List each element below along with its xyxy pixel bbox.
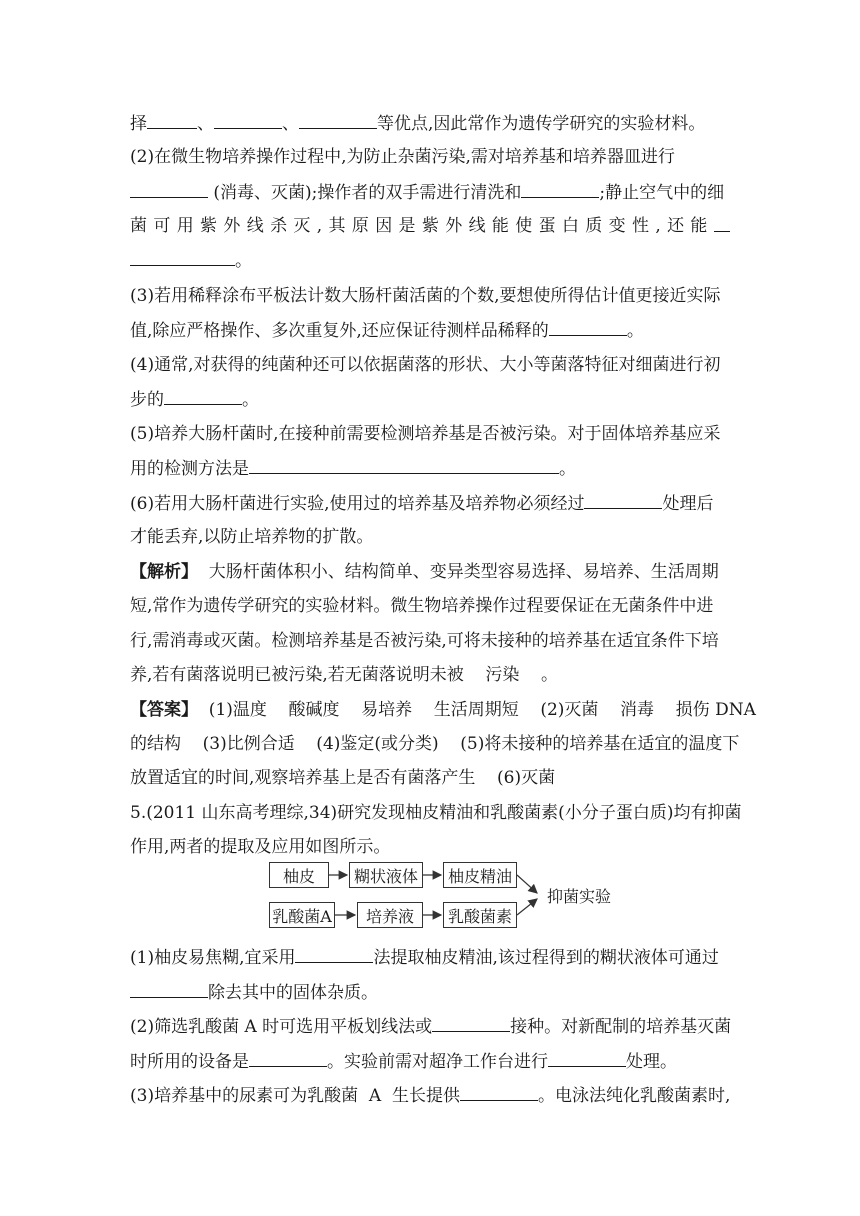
text-line <box>130 355 720 375</box>
answer-blank <box>714 216 730 232</box>
flow-diagram <box>265 855 635 933</box>
answer-blank <box>460 1085 538 1101</box>
text-line <box>130 665 558 685</box>
text-run: 步的 <box>130 390 164 410</box>
text-line <box>130 389 259 410</box>
text-run: 行,需消毒或灭菌。检测培养基是否被污染,可将未接种的培养基在适宜条件下培 <box>130 631 719 651</box>
text-run: 。电泳法纯化乳酸菌素时, <box>537 1086 731 1106</box>
text-char: 能 <box>690 216 708 236</box>
text-run: (2)筛选乳酸菌 A 时可选用平板划线法或 <box>130 1017 433 1037</box>
text-run: 短,常作为遗传学研究的实验材料。微生物培养操作过程要保证在无菌条件中进 <box>130 596 714 616</box>
section-label: 【答案】 <box>130 700 198 720</box>
text-run: (4)通常,对获得的纯菌种还可以依据菌落的形状、大小等菌落特征对细菌进行初 <box>130 355 721 375</box>
text-char: 紫 <box>200 216 218 236</box>
text-run: 用的检测方法是 <box>130 459 249 479</box>
text-char: 外 <box>445 216 463 236</box>
answer-blank <box>130 982 208 998</box>
text-run: (1)柚皮易焦糊,宜采用 <box>130 948 296 968</box>
answer-blank <box>548 1051 626 1067</box>
text-char: 线 <box>468 216 486 236</box>
text-line <box>130 1085 730 1106</box>
answer-blank <box>214 113 282 129</box>
answer-blank <box>130 250 235 266</box>
box-youpi-jingyou: 柚皮精油 <box>443 862 517 888</box>
text-char: 灭 <box>293 216 311 236</box>
text-line <box>130 182 724 203</box>
text-char: 还 <box>667 216 685 236</box>
text-run: 接种。对新配制的培养基灭菌 <box>510 1017 732 1037</box>
text-run: (消毒、灭菌);操作者的双手需进行清洗和 <box>208 183 522 203</box>
text-run: 的结构 (3)比例合适 (4)鉴定(或分类) (5)将未接种的培养基在适宜的温度下 <box>130 734 740 754</box>
text-run: (6)若用大肠杆菌进行实验,使用过的培养基及培养物必须经过 <box>130 494 585 514</box>
text-run: 等优点,因此常作为遗传学研究的实验材料。 <box>377 114 706 134</box>
text-line <box>130 837 390 857</box>
text-char: 质 <box>585 216 603 236</box>
text-line <box>130 803 741 823</box>
text-char: 使 <box>515 216 533 236</box>
text-run: (5)培养大肠杆菌时,在接种前需要检测培养基是否被污染。对于固体培养基应采 <box>130 424 721 444</box>
text-run: 、 <box>282 114 299 134</box>
text-line <box>130 596 713 616</box>
text-line <box>130 320 644 341</box>
text-line <box>130 734 739 754</box>
text-line <box>130 216 730 236</box>
text-line <box>130 700 756 720</box>
text-line <box>130 768 555 788</box>
box-rusuanjunsu: 乳酸菌素 <box>443 902 517 928</box>
text-line <box>130 527 373 547</box>
text-char: 性 <box>631 216 649 236</box>
answer-blank <box>249 458 559 474</box>
section-label: 【解析】 <box>130 562 198 582</box>
text-run: (1)温度 酸碱度 易培养 生活周期短 (2)灭菌 消毒 损伤 DNA <box>198 700 756 720</box>
text-char: 杀 <box>270 216 288 236</box>
text-run: 法提取柚皮精油,该过程得到的糊状液体可通过 <box>373 948 719 968</box>
text-char: , <box>655 216 661 236</box>
answer-blank <box>521 182 599 198</box>
text-char: 能 <box>491 216 509 236</box>
text-char: 菌 <box>130 216 147 236</box>
text-run: 处理后 <box>662 494 714 514</box>
text-run: 。 <box>559 459 576 479</box>
text-char: 线 <box>246 216 264 236</box>
text-line <box>130 493 713 514</box>
text-line <box>130 424 720 444</box>
text-char: 蛋 <box>538 216 556 236</box>
text-char: 因 <box>375 216 393 236</box>
text-char: , <box>316 216 323 236</box>
text-run: (2)在微生物培养操作过程中,为防止杂菌污染,需对培养基和培养器皿进行 <box>130 147 675 167</box>
text-line <box>130 947 719 968</box>
answer-blank <box>164 389 242 405</box>
text-line <box>130 982 378 1003</box>
box-youpi: 柚皮 <box>269 862 329 888</box>
answer-blank <box>130 182 208 198</box>
text-run: 、 <box>197 114 214 134</box>
text-run: 养,若有菌落说明已被污染,若无菌落说明未被 污染 。 <box>130 665 559 685</box>
text-run: 值,除应严格操作、多次重复外,还应保证待测样品稀释的 <box>130 321 549 341</box>
box-huzhuang-yeti: 糊状液体 <box>349 862 423 888</box>
arrow-6 <box>517 899 537 915</box>
text-run: 处理。 <box>626 1052 677 1072</box>
answer-blank <box>299 113 377 129</box>
answer-blank <box>147 113 197 129</box>
text-run: ;静止空气中的细 <box>599 183 725 203</box>
text-line <box>130 147 675 167</box>
text-char: 可 <box>153 216 171 236</box>
text-line <box>130 113 705 134</box>
text-char: 是 <box>398 216 416 236</box>
text-run: 放置适宜的时间,观察培养基上是否有菌落产生 (6)灭菌 <box>130 768 556 788</box>
text-char: 紫 <box>421 216 439 236</box>
text-char: 其 <box>328 216 346 236</box>
arrow-3 <box>517 875 537 893</box>
text-char: 变 <box>608 216 626 236</box>
text-run: 。 <box>626 321 644 341</box>
text-char: 白 <box>561 216 579 236</box>
text-char: 原 <box>351 216 369 236</box>
text-char: 用 <box>176 216 194 236</box>
text-run: (3)培养基中的尿素可为乳酸菌 A 生长提供 <box>130 1086 460 1106</box>
text-line <box>130 562 719 582</box>
box-rusuanjun-a: 乳酸菌A <box>269 902 335 928</box>
text-run: 大肠杆菌体积小、结构简单、变异类型容易选择、易培养、生活周期 <box>198 562 719 582</box>
text-line <box>130 286 720 306</box>
text-line <box>130 1051 677 1072</box>
answer-blank <box>432 1016 510 1032</box>
text-line <box>130 1016 731 1037</box>
text-run: 作用,两者的提取及应用如图所示。 <box>130 837 391 857</box>
text-char: 外 <box>223 216 241 236</box>
text-run: 。 <box>235 251 252 271</box>
text-line <box>130 458 576 479</box>
text-run: 除去其中的固体杂质。 <box>208 983 378 1003</box>
box-peiyangye: 培养液 <box>357 902 423 928</box>
text-run: 5.(2011 山东高考理综,34)研究发现柚皮精油和乳酸菌素(小分子蛋白质)均有抑菌 <box>130 803 742 823</box>
text-run: 。实验前需对超净工作台进行 <box>327 1052 548 1072</box>
text-line <box>130 631 719 651</box>
answer-blank <box>549 320 627 336</box>
text-run: 才能丢弃,以防止培养物的扩散。 <box>130 527 374 547</box>
text-run: 时所用的设备是 <box>130 1052 249 1072</box>
answer-blank <box>295 947 373 963</box>
text-run: (3)若用稀释涂布平板法计数大肠杆菌活菌的个数,要想使所得估计值更接近实际 <box>130 286 721 306</box>
text-run: 择 <box>130 114 147 134</box>
text-run: 。 <box>242 390 259 410</box>
label-yijun-shiyan: 抑菌实验 <box>539 883 619 907</box>
answer-blank <box>584 493 662 509</box>
text-line <box>130 250 252 271</box>
answer-blank <box>249 1051 327 1067</box>
